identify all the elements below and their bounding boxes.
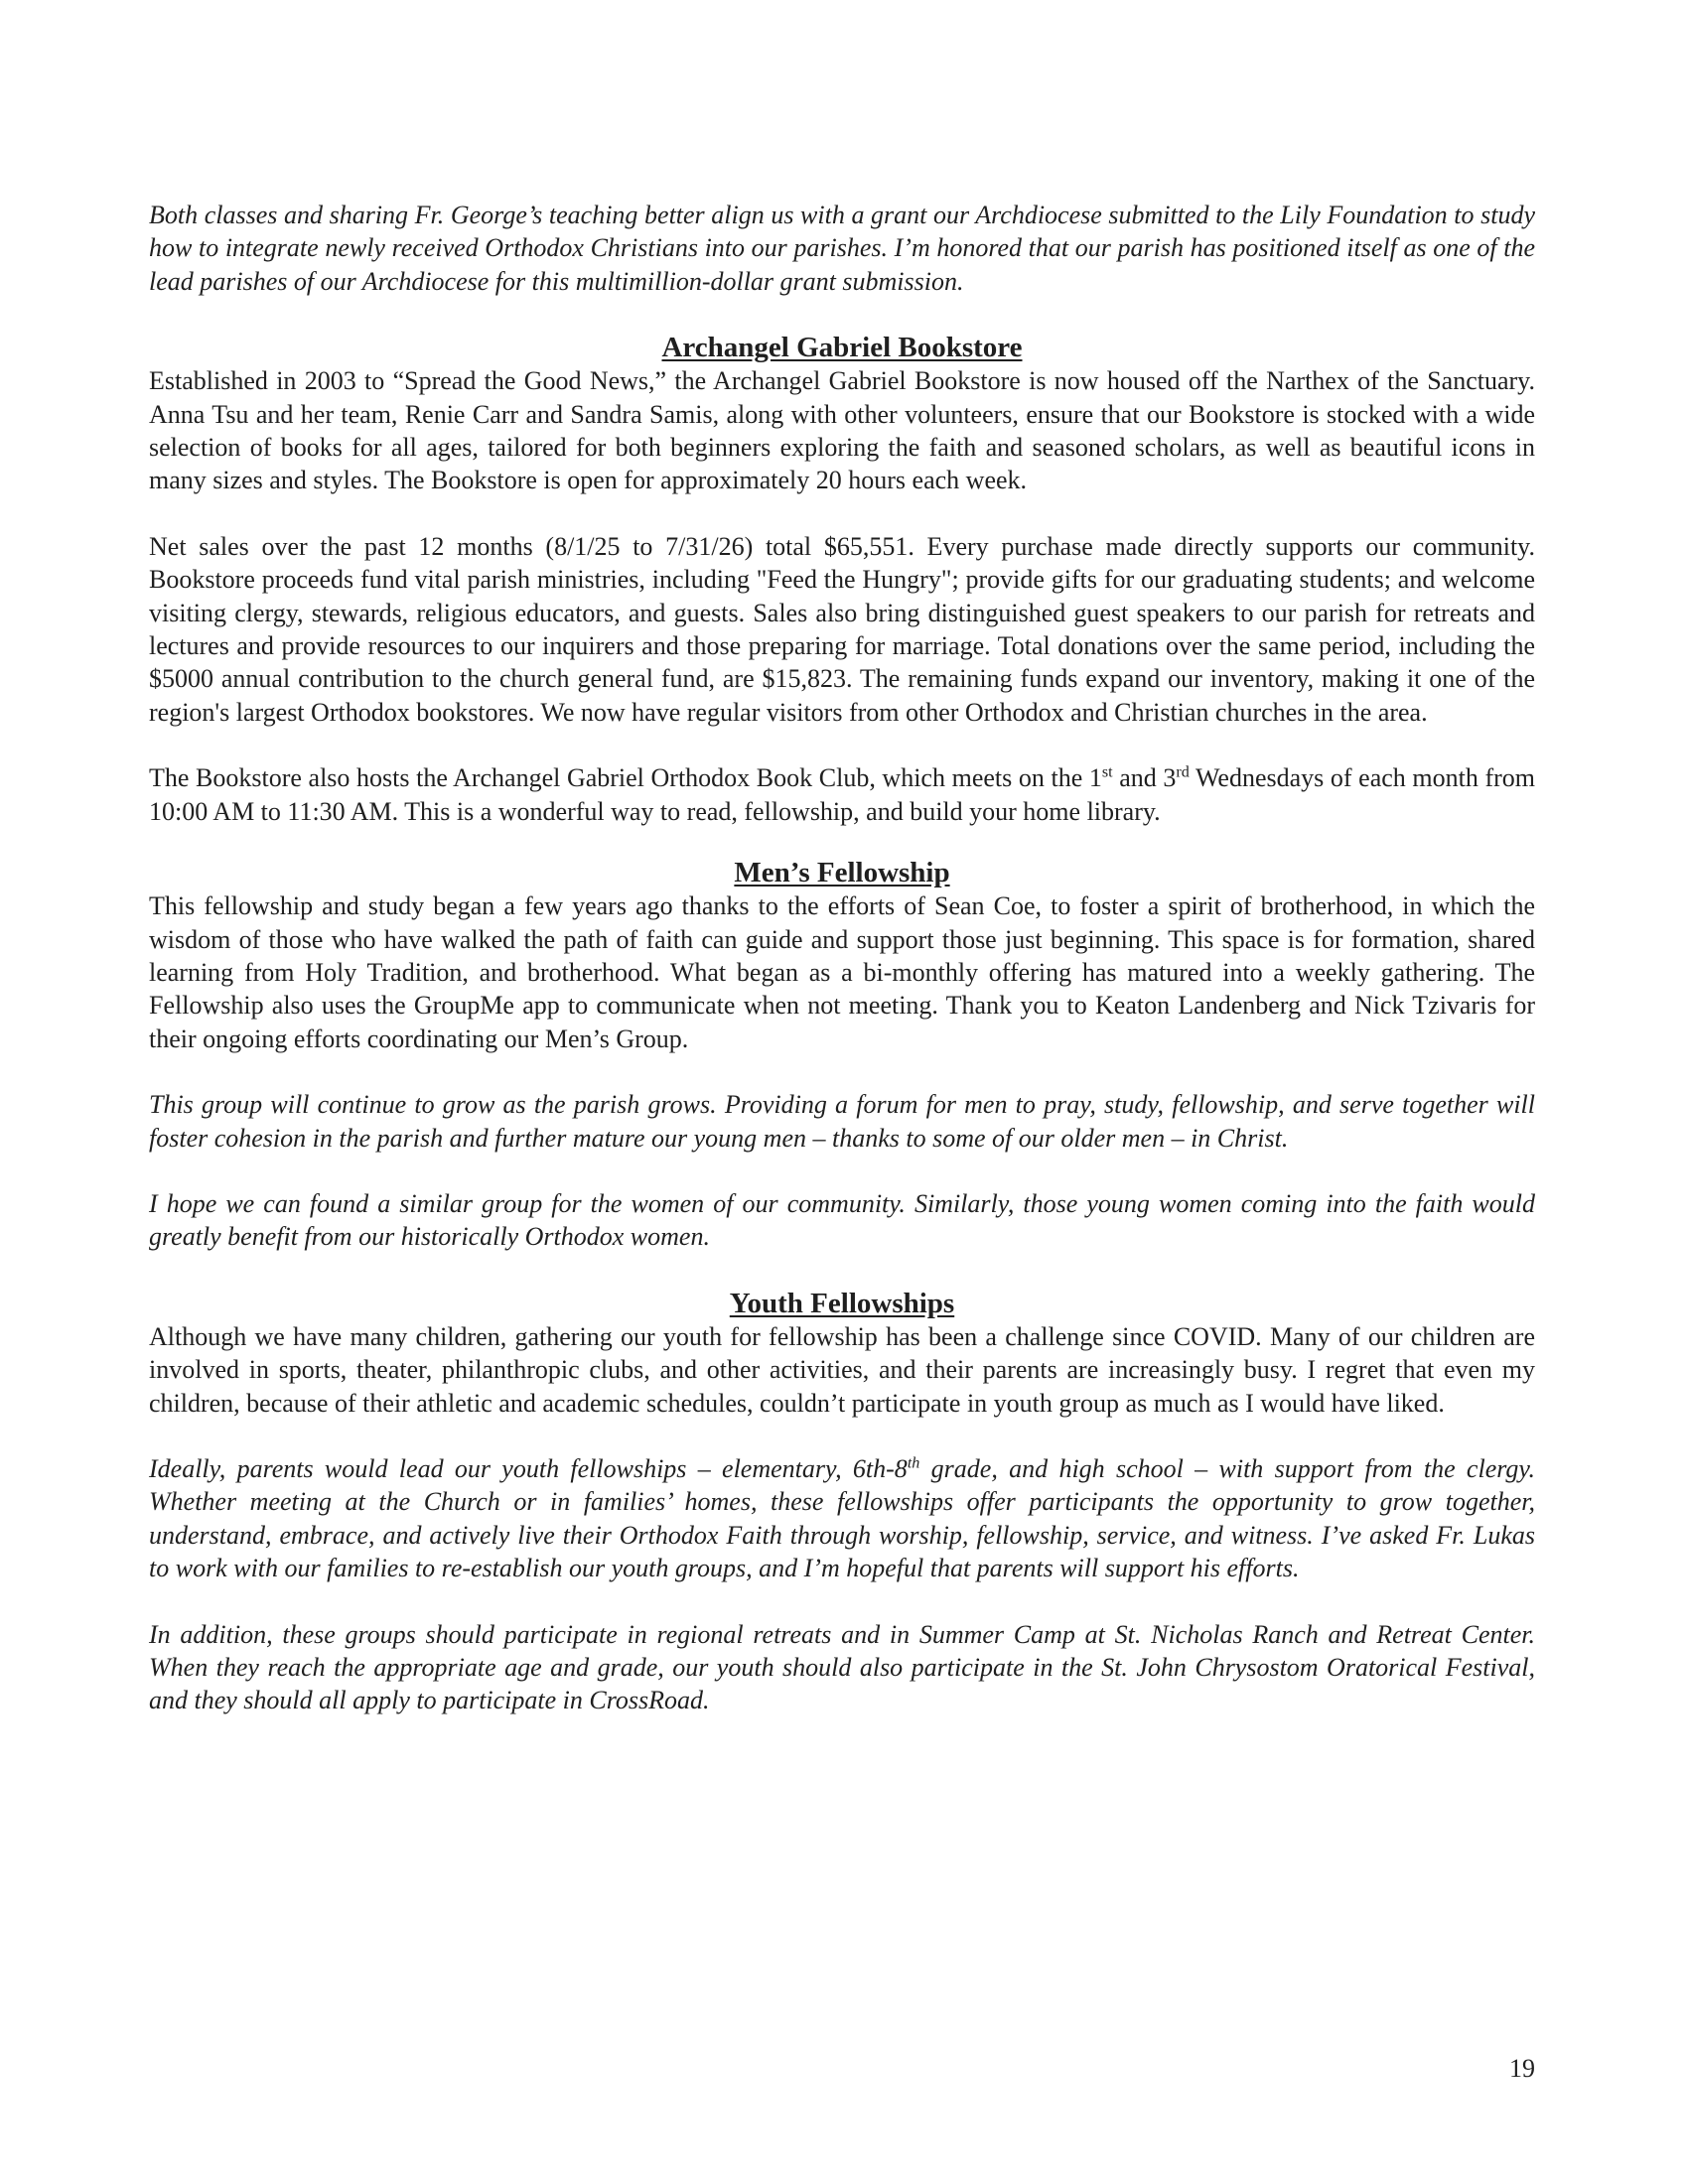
- bookstore-paragraph-1: Established in 2003 to “Spread the Good News,” the Archangel Gabriel Bookstore is now housed off the Narthex of the Sanctuary. Anna Tsu and her team, Renie Carr and Sandra Samis, along with other volunteers, ensure that our Bookstore is stocked with a wide selection of books for all ages, tailored for both beginners exploring the faith and seasoned scholars, as well as beautiful icons in many sizes and styles. The Bookstore is open for approximately 20 hours each week.: [149, 366, 1535, 495]
- bookstore-p3-text-a: The Bookstore also hosts the Archangel Gabriel Orthodox Book Club, which meets on the 1: [149, 763, 1102, 793]
- document-page: [149, 199, 1535, 1717]
- bookstore-paragraph-2: Net sales over the past 12 months (8/1/25 to 7/31/26) total $65,551. Every purchase made directly supports our community. Bookstore proceeds fund vital parish ministries, including "Feed the Hungry"; provide gifts for our graduating students; and welcome visiting clergy, stewards, religious educators, and guests. Sales also bring distinguished guest speakers to our parish for retreats and lectures and provide resources to our inquirers and those preparing for marriage. Total donations over the same period, including the $5000 annual contribution to the church general fund, are $15,823. The remaining funds expand our inventory, making it one of the region's largest Orthodox bookstores. We now have regular visitors from other Orthodox and Christian churches in the area.: [149, 531, 1535, 727]
- youth-fellowships-section: [149, 1287, 1535, 1717]
- ordinal-suffix: rd: [1176, 763, 1190, 781]
- youth-p2-text-b: grade, and high school – with support from the clergy. Whether meeting at the Church or in families’ homes, these fellowships offer participants the opportunity to grow together, understand, embrace, and actively live their Orthodox Faith through worship, fellowship, service, and witness. I’ve asked Fr. Lukas to work with our families to re-establish our youth groups, and I’m hopeful that parents will support his efforts.: [149, 1453, 1535, 1583]
- youth-p2-text-a: Ideally, parents would lead our youth fellowships – elementary, 6th-8: [149, 1453, 908, 1483]
- bookstore-heading: Archangel Gabriel Bookstore: [661, 332, 1023, 364]
- mens-paragraph-1: This fellowship and study began a few years ago thanks to the efforts of Sean Coe, to foster a spirit of brotherhood, in which the wisdom of those who have walked the path of faith can guide and support those just beginning. This space is for formation, shared learning from Holy Tradition, and brotherhood. What began as a bi-monthly offering has matured into a weekly gathering. The Fellowship also uses the GroupMe app to communicate when not meeting. Thank you to Keaton Landenberg and Nick Tzivaris for their ongoing efforts coordinating our Men’s Group.: [149, 891, 1535, 1053]
- page-number: 19: [1509, 2054, 1535, 2083]
- youth-fellowships-heading: Youth Fellowships: [729, 1287, 955, 1319]
- bookstore-p3-text-c: Wednesdays of each month from 10:00 AM to 11:30 AM. This is a wonderful way to read, fellowship, and build your home library.: [149, 763, 1535, 826]
- bookstore-p3-text-b: and 3: [1112, 763, 1177, 793]
- bookstore-paragraph-3: [149, 761, 1535, 828]
- youth-paragraph-3: In addition, these groups should participate in regional retreats and in Summer Camp at St. Nicholas Ranch and Retreat Center. When they reach the appropriate age and grade, our youth should also participate in the St. John Chrysostom Oratorical Festival, and they should all apply to participate in CrossRoad.: [149, 1619, 1535, 1715]
- intro-paragraph: Both classes and sharing Fr. George’s teaching better align us with a grant our Archdiocese submitted to the Lily Foundation to study how to integrate newly received Orthodox Christians into our parishes. I’m honored that our parish has positioned itself as one of the lead parishes of our Archdiocese for this multimillion-dollar grant submission.: [149, 201, 1535, 296]
- mens-paragraph-3: I hope we can found a similar group for the women of our community. Similarly, those young women coming into the faith would greatly benefit from our historically Orthodox women.: [149, 1188, 1535, 1252]
- mens-paragraph-2: This group will continue to grow as the parish grows. Providing a forum for men to pray, study, fellowship, and serve together will foster cohesion in the parish and further mature our young men – thanks to some of our older men – in Christ.: [149, 1090, 1535, 1153]
- mens-fellowship-heading: Men’s Fellowship: [734, 857, 950, 889]
- youth-paragraph-1: Although we have many children, gathering our youth for fellowship has been a challenge since COVID. Many of our children are involved in sports, theater, philanthropic clubs, and other activities, and their parents are increasingly busy. I regret that even my children, because of their athletic and academic schedules, couldn’t participate in youth group as much as I would have liked.: [149, 1321, 1535, 1418]
- youth-paragraph-2: [149, 1452, 1535, 1585]
- bookstore-section: [149, 331, 1535, 828]
- ordinal-suffix: th: [907, 1454, 920, 1472]
- ordinal-suffix: st: [1101, 763, 1113, 781]
- mens-fellowship-section: [149, 856, 1535, 1254]
